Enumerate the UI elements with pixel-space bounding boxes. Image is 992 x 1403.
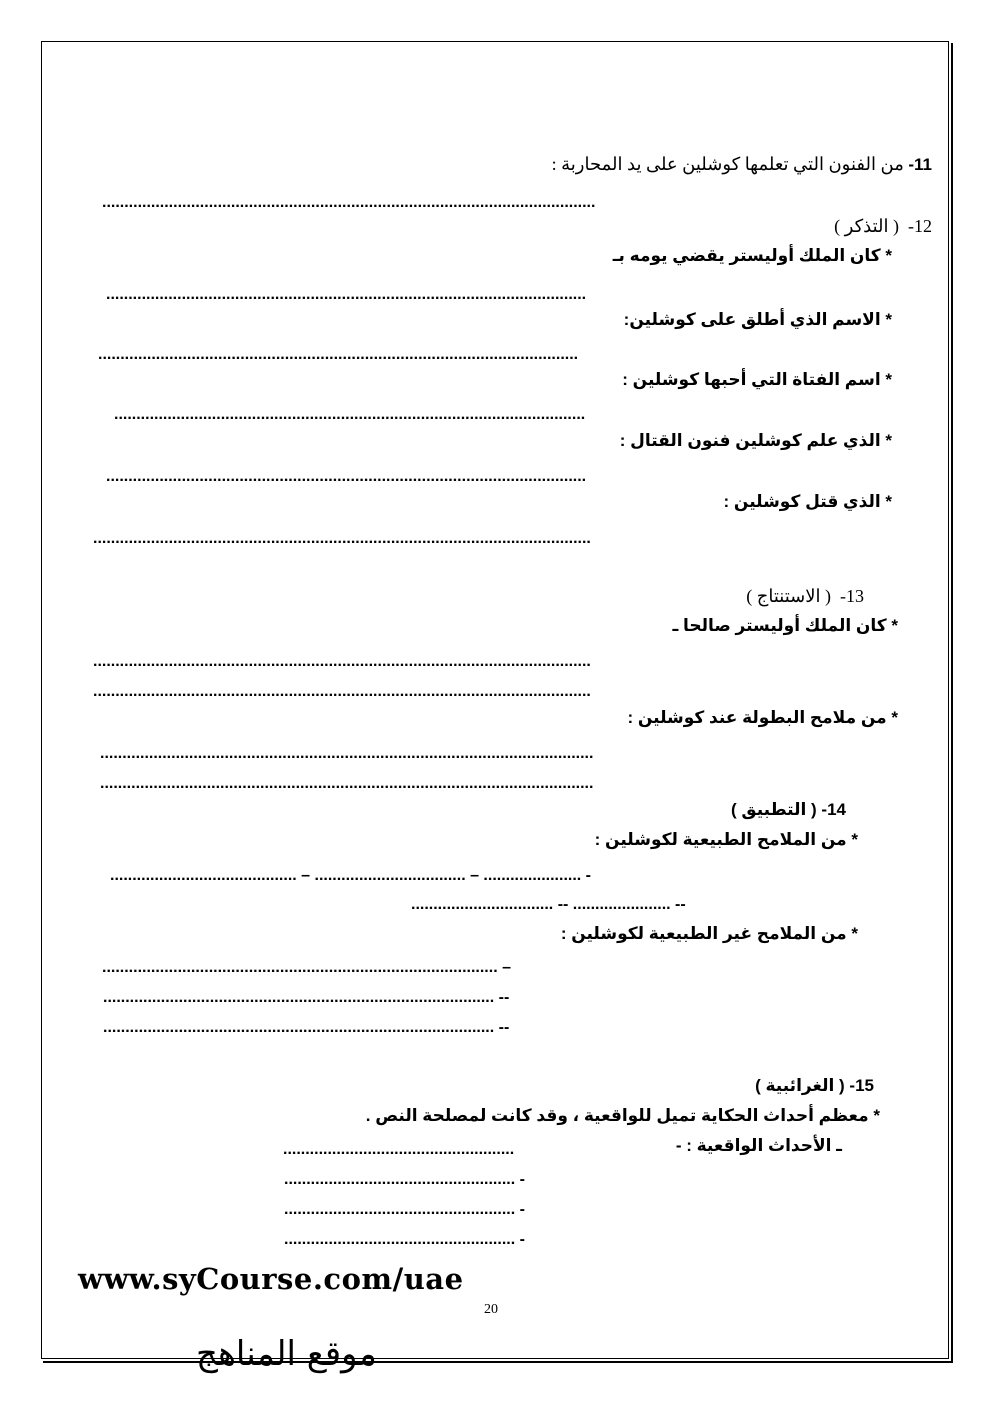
q15-realistic-line-1[interactable]: .................................................... — [283, 1141, 515, 1158]
q12-answer-line-2[interactable]: ............................................................................................................ — [98, 348, 579, 362]
q13-answer-line-2b[interactable]: ............................................................................................................... — [100, 777, 594, 791]
q12-item-1: * كان الملك أوليستر يقضي يومه بـ — [612, 246, 892, 265]
q12-number: 12- — [908, 216, 932, 236]
footer-url[interactable]: www.syCourse.com/uae — [78, 1262, 464, 1296]
q11-number: 11- — [908, 155, 932, 174]
page-border — [41, 41, 949, 1359]
q12-answer-line-5[interactable]: ................................................................................................................ — [93, 532, 591, 546]
q14-natural-label: * من الملامح الطبيعية لكوشلين : — [594, 830, 858, 849]
q12-answer-line-4[interactable]: ............................................................................................................ — [106, 470, 587, 484]
q15-realistic-line-3[interactable]: .................................................... - — [284, 1201, 525, 1218]
q14-supernatural-label: * من الملامح غير الطبيعية لكوشلين : — [560, 924, 858, 943]
q12-answer-line-3[interactable]: .......................................................................................................... — [114, 408, 586, 422]
q11-question — [552, 154, 932, 175]
q15-realistic-line-2[interactable]: .................................................... - — [284, 1171, 525, 1188]
q13-answer-line-1b[interactable]: ................................................................................................................ — [93, 685, 591, 699]
q13-category: ( الاستنتاج ) — [746, 586, 831, 606]
q14-supernatural-line-1[interactable]: ......................................................................................... – — [102, 959, 511, 976]
q15-realistic-label: ـ الأحداث الواقعية : - — [675, 1136, 842, 1155]
q12-item-3: * اسم الفتاة التي أحبها كوشلين : — [622, 370, 892, 389]
q13-number: 13- — [840, 586, 864, 606]
q11-text: من الفنون التي تعلمها كوشلين على يد المحاربة : — [551, 154, 904, 174]
q14-natural-line-1[interactable]: .......................................... – .................................. – ...................... - — [110, 867, 591, 884]
q12-header — [834, 216, 932, 236]
q15-realistic-line-4[interactable]: .................................................... - — [284, 1231, 525, 1248]
q12-answer-line-1[interactable]: ............................................................................................................ — [106, 288, 587, 302]
q14-natural-line-2[interactable]: ................................ -- ...................... -- — [411, 896, 686, 913]
page-border-shadow-right — [951, 43, 953, 1363]
q11-answer-line[interactable]: ............................................................................................................... — [102, 196, 596, 210]
q13-answer-line-2a[interactable]: ............................................................................................................... — [100, 747, 594, 761]
q14-category: ( التطبيق ) — [730, 800, 817, 819]
q15-number: 15- — [849, 1076, 874, 1095]
q14-supernatural-line-2[interactable]: ........................................................................................ -- — [103, 989, 510, 1006]
q12-item-2: * الاسم الذي أطلق على كوشلين: — [623, 310, 892, 329]
q14-number: 14- — [821, 800, 846, 819]
q13-item-1: * كان الملك أوليستر صالحا ـ — [672, 616, 898, 635]
q13-item-2: * من ملامح البطولة عند كوشلين : — [627, 708, 898, 727]
q12-item-5: * الذي قتل كوشلين : — [723, 492, 892, 511]
q12-category: ( التذكر ) — [834, 216, 899, 236]
q12-item-4: * الذي علم كوشلين فنون القتال : — [619, 431, 892, 450]
q14-header — [731, 800, 846, 820]
q15-category: ( الغرائبية ) — [755, 1076, 845, 1095]
site-signature: موقع المناهج — [196, 1334, 377, 1374]
q13-header — [746, 586, 864, 606]
page-border-shadow-bottom — [43, 1361, 953, 1363]
page-number: 20 — [484, 1302, 498, 1317]
q15-header — [755, 1076, 874, 1096]
q14-supernatural-line-3[interactable]: ........................................................................................ -- — [103, 1019, 510, 1036]
q15-statement: * معظم أحداث الحكاية تميل للواقعية ، وقد كانت لمصلحة النص . — [365, 1106, 880, 1125]
q13-answer-line-1a[interactable]: ................................................................................................................ — [93, 655, 591, 669]
